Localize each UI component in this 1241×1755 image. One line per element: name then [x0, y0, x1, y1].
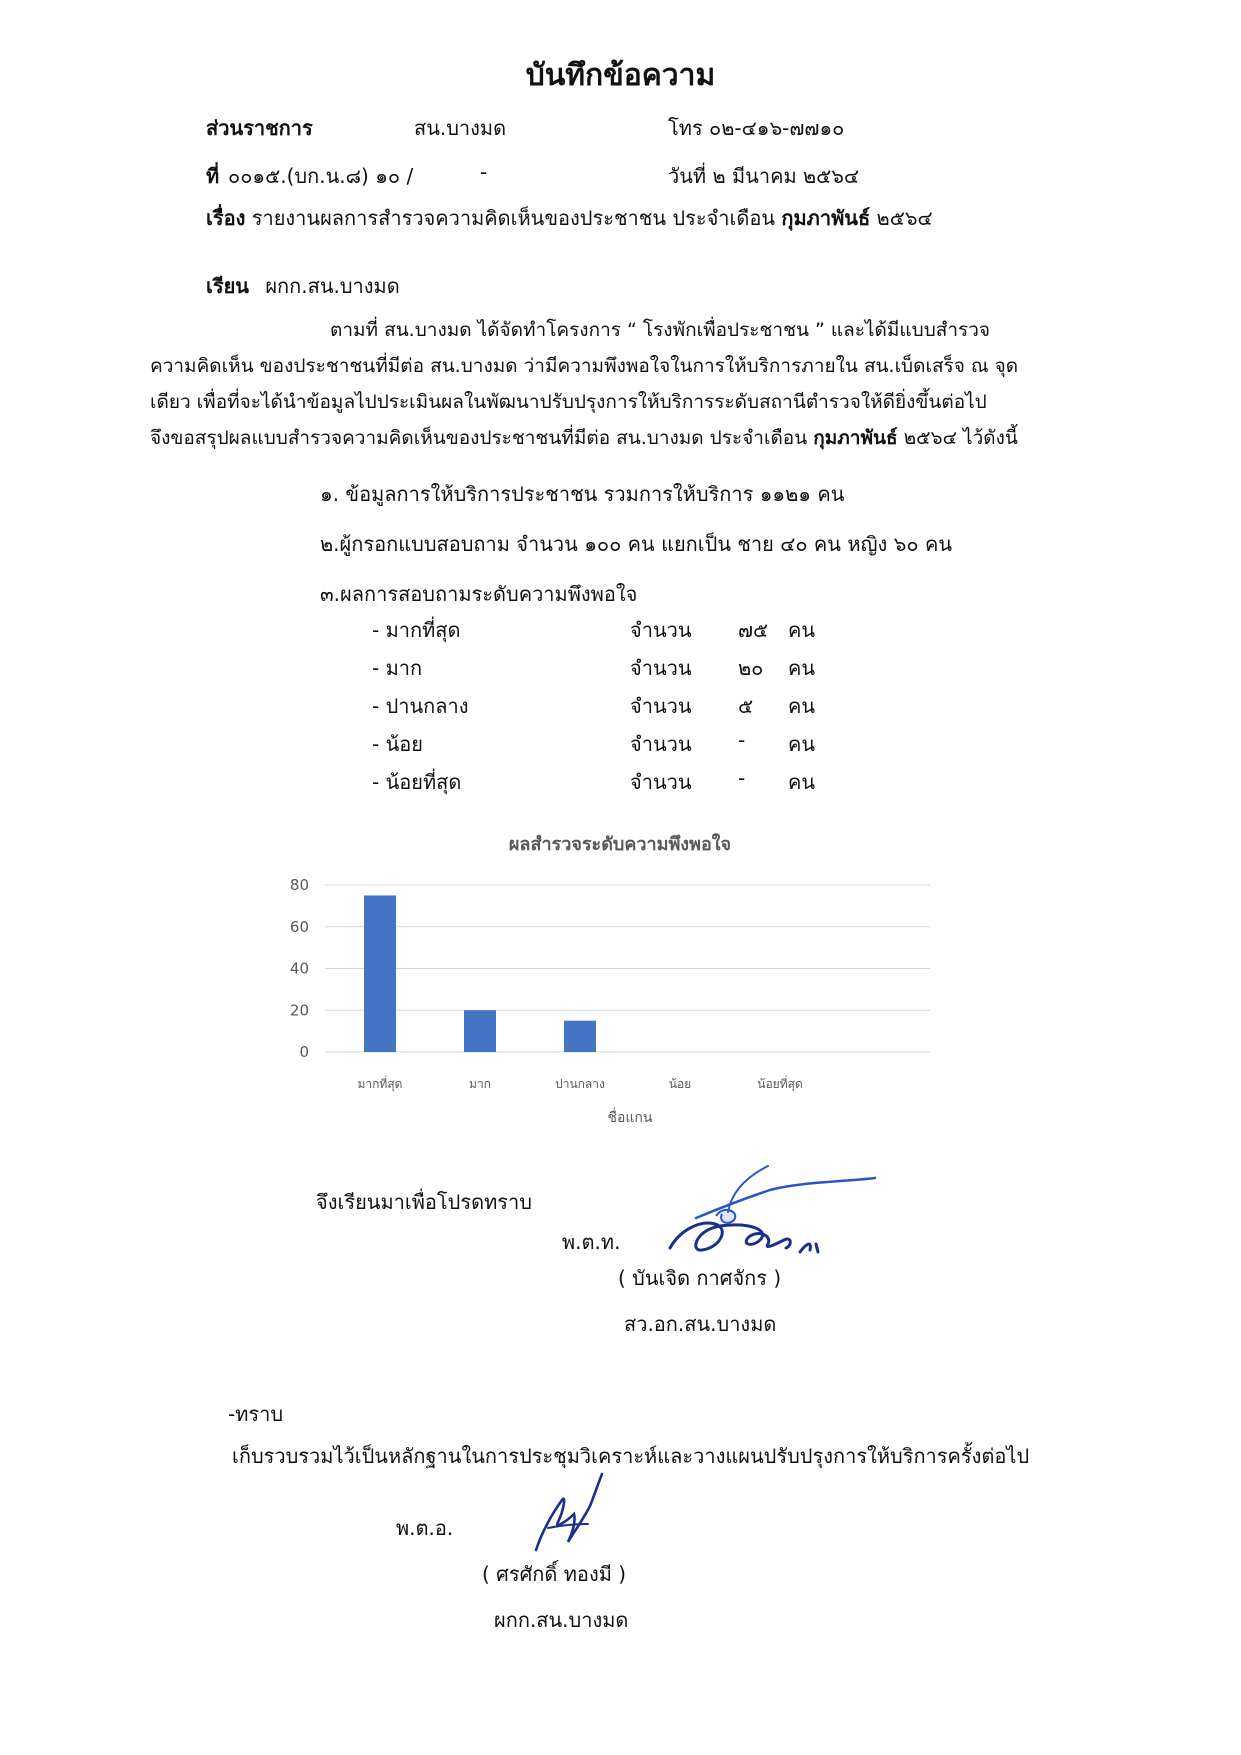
- subject-value: รายงานผลการสำรวจความคิดเห็นของประชาชน ประจำเดือน: [251, 206, 776, 230]
- chart-x-ticks: [358, 1075, 803, 1092]
- level-count-word: จำนวน: [630, 694, 692, 718]
- memo-date: วันที่ ๒ มีนาคม ๒๕๖๔: [668, 164, 860, 188]
- subject-line: [206, 202, 933, 234]
- level-label: - มากที่สุด: [372, 618, 461, 642]
- level-count-word: จำนวน: [630, 770, 692, 794]
- endorse-rank: พ.ต.อ.: [396, 1516, 454, 1540]
- chart-y-ticks: [290, 876, 309, 1061]
- chart-y-tick-label: 60: [289, 917, 309, 936]
- level-unit: คน: [788, 770, 816, 794]
- chart-title: ผลสำรวจระดับความพึงพอใจ: [508, 834, 732, 855]
- chart-x-axis-label: ชื่อแกน: [607, 1110, 653, 1126]
- level-label: - มาก: [372, 656, 423, 680]
- dept-label: ส่วนราชการ: [206, 116, 313, 140]
- item-2: ๒.ผู้กรอกแบบสอบถาม จำนวน ๑๐๐ คน แยกเป็น ชาย ๔๐ คน หญิง ๖๐ คน: [320, 532, 952, 556]
- closing-name: ( บันเจิด กาศจักร ): [618, 1266, 782, 1290]
- chart-y-tick-label: 80: [289, 876, 309, 894]
- body-line-4: [150, 420, 1092, 456]
- level-value: -: [738, 728, 746, 752]
- level-count-word: จำนวน: [630, 618, 692, 642]
- level-label: - น้อย: [372, 732, 423, 756]
- chart-x-tick-label: มากที่สุด: [357, 1077, 403, 1091]
- body-line-3: เดียว เพื่อที่จะได้นำข้อมูลไปประเมินผลในพัฒนาปรับปรุงการให้บริการระดับสถานีตำรวจให้ดียิ่งขึ้นต่อไป: [150, 391, 987, 413]
- level-count-word: จำนวน: [630, 732, 692, 756]
- subject-month: กุมภาพันธ์: [781, 206, 871, 230]
- endorse-position: ผกก.สน.บางมด: [494, 1608, 629, 1632]
- dept-value: สน.บางมด: [414, 116, 507, 140]
- level-unit: คน: [788, 618, 816, 642]
- chart-x-tick-label: น้อย: [668, 1077, 692, 1091]
- body-line-4-b: ๒๕๖๔ ไว้ดังนี้: [903, 427, 1018, 449]
- closing-text: จึงเรียนมาเพื่อโปรดทราบ: [316, 1190, 532, 1214]
- chart-bar: [464, 1010, 496, 1052]
- item-1: ๑. ข้อมูลการให้บริการประชาชน รวมการให้บริการ ๑๑๒๑ คน: [320, 482, 845, 506]
- level-count-word: จำนวน: [630, 656, 692, 680]
- to-value: ผกก.สน.บางมด: [265, 274, 400, 298]
- chart-y-tick-label: 0: [299, 1043, 309, 1061]
- level-unit: คน: [788, 694, 816, 718]
- level-unit: คน: [788, 732, 816, 756]
- subject-year: ๒๕๖๔: [876, 206, 933, 230]
- body-line-4-month: กุมภาพันธ์: [813, 427, 898, 449]
- chart-bars: [364, 895, 596, 1052]
- endorse-ack: -ทราบ: [228, 1402, 284, 1426]
- signature-1-icon: [660, 1160, 880, 1270]
- chart-x-tick-label: น้อยที่สุด: [757, 1077, 803, 1091]
- level-value: ๗๕: [738, 618, 769, 642]
- item-3: ๓.ผลการสอบถามระดับความพึงพอใจ: [320, 582, 638, 606]
- chart-y-tick-label: 20: [289, 1001, 309, 1020]
- to-label: เรียน: [206, 274, 249, 298]
- ref-value: ๐๐๑๕.(บก.น.๘) ๑๐ /: [228, 164, 414, 188]
- satisfaction-chart: [280, 820, 940, 1140]
- level-value: ๕: [738, 694, 754, 718]
- endorse-name: ( ศรศักดิ์ ทองมี ): [482, 1562, 627, 1586]
- closing-position: สว.อก.สน.บางมด: [624, 1312, 777, 1336]
- level-label: - น้อยที่สุด: [372, 770, 462, 794]
- endorse-note: เก็บรวบรวมไว้เป็นหลักฐานในการประชุมวิเคราะห์และวางแผนปรับปรุงการให้บริการครั้งต่อไป: [232, 1444, 1030, 1468]
- salutation: [206, 270, 400, 302]
- body-line-4-a: จึงขอสรุปผลแบบสำรวจความคิดเห็นของประชาชนที่มีต่อ สน.บางมด ประจำเดือน: [150, 427, 808, 449]
- ref-label: ที่: [206, 164, 220, 188]
- level-label: - ปานกลาง: [372, 694, 469, 718]
- chart-bar: [364, 895, 396, 1052]
- chart-x-tick-label: ปานกลาง: [555, 1077, 605, 1091]
- phone: โทร ๐๒-๔๑๖-๗๗๑๐: [668, 116, 845, 140]
- chart-y-tick-label: 40: [289, 959, 309, 978]
- body-paragraph: [150, 312, 1092, 456]
- level-unit: คน: [788, 656, 816, 680]
- subject-label: เรื่อง: [206, 206, 246, 230]
- chart-bar: [564, 1021, 596, 1052]
- chart-grid: [325, 885, 930, 1052]
- level-value: -: [738, 766, 746, 790]
- signature-2-icon: [528, 1470, 608, 1560]
- memo-title: บันทึกข้อความ: [525, 58, 716, 93]
- closing-rank: พ.ต.ท.: [562, 1230, 621, 1254]
- body-line-1: ตามที่ สน.บางมด ได้จัดทำโครงการ “ โรงพักเพื่อประชาชน ” และได้มีแบบสำรวจ: [330, 319, 991, 341]
- ref-dash: -: [480, 160, 488, 184]
- level-value: ๒๐: [738, 656, 764, 680]
- chart-x-tick-label: มาก: [469, 1077, 491, 1091]
- body-line-2: ความคิดเห็น ของประชาชนที่มีต่อ สน.บางมด ว่ามีความพึงพอใจในการให้บริการภายใน สน.เบ็ดเสร็จ ณ จุด: [150, 355, 1019, 377]
